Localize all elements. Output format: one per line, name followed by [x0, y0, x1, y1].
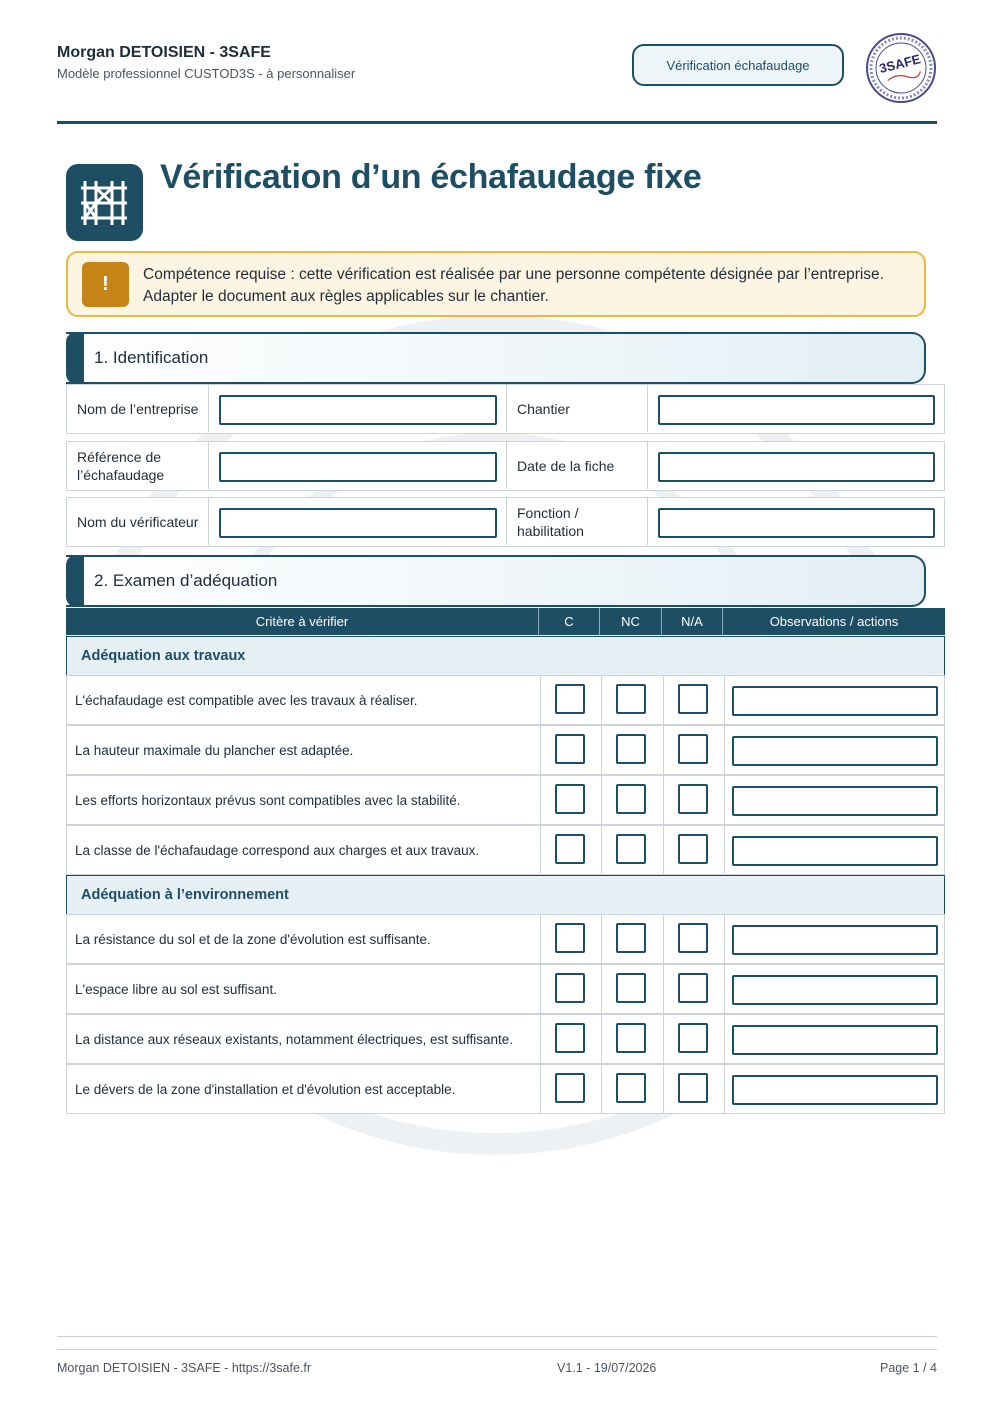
warning-icon: !: [82, 262, 129, 307]
column-header-na: N/A: [662, 608, 723, 635]
checkbox-c[interactable]: [555, 1023, 585, 1053]
column-divider: [540, 1015, 541, 1064]
section-title: 2. Examen d’adéquation: [94, 571, 278, 590]
checklist-row: [66, 725, 945, 775]
alert-text: Compétence requise : cette vérification est réalisée par une personne compétente désignée par l’entreprise. Adapter le document aux règles applicables sur le chantier.: [143, 266, 884, 305]
criterion-text: La classe de l'échafaudage correspond aux charges et aux travaux.: [75, 842, 480, 858]
column-divider: [540, 826, 541, 875]
column-divider: [663, 676, 664, 725]
checklist-row: [66, 1064, 945, 1114]
header-subtitle: Modèle professionnel CUSTOD3S - à personnaliser: [57, 66, 356, 81]
column-divider: [663, 965, 664, 1014]
checklist-row: [66, 964, 945, 1014]
column-divider: [663, 1065, 664, 1114]
checkbox-na[interactable]: [678, 734, 708, 764]
observations-field[interactable]: [732, 925, 938, 955]
checkbox-nc[interactable]: [616, 1023, 646, 1053]
field-label: Chantier: [507, 385, 648, 432]
section-accent-bar: [66, 555, 84, 607]
checkbox-c[interactable]: [555, 784, 585, 814]
column-divider: [601, 676, 602, 725]
column-header-nc: NC: [600, 608, 662, 635]
observations-field[interactable]: [732, 836, 938, 866]
page-header: [57, 42, 937, 122]
column-divider: [663, 915, 664, 964]
checkbox-na[interactable]: [678, 973, 708, 1003]
column-divider: [724, 965, 725, 1014]
column-divider: [540, 726, 541, 775]
svg-text:3SAFE: 3SAFE: [877, 51, 923, 76]
checkbox-c[interactable]: [555, 734, 585, 764]
footer-version: V1.1 - 19/07/2026: [557, 1361, 657, 1375]
criterion-text: La distance aux réseaux existants, notamment électriques, est suffisante.: [75, 1031, 513, 1047]
3safe-seal-logo: [865, 32, 937, 104]
criterion-text: L'échafaudage est compatible avec les travaux à réaliser.: [75, 692, 418, 708]
footer-divider: [57, 1336, 937, 1337]
column-divider: [724, 776, 725, 825]
column-divider: [601, 1065, 602, 1114]
header-divider: [57, 121, 937, 124]
inspector-name-field[interactable]: [219, 508, 497, 538]
scaffold-grid-icon: [66, 164, 143, 241]
observations-field[interactable]: [732, 786, 938, 816]
identification-row: [66, 384, 945, 434]
column-header-observations: Observations / actions: [769, 614, 899, 629]
section-identification-header: [66, 332, 926, 384]
checkbox-na[interactable]: [678, 1023, 708, 1053]
page-title: Vérification d’un échafaudage fixe: [160, 158, 702, 196]
checklist-row: [66, 914, 945, 964]
column-header-c: C: [539, 608, 600, 635]
column-divider: [540, 965, 541, 1014]
column-divider: [601, 826, 602, 875]
column-divider: [724, 915, 725, 964]
field-label: Nom du vérificateur: [67, 498, 209, 545]
observations-field[interactable]: [732, 1025, 938, 1055]
field-label: Fonction / habilitation: [507, 498, 648, 545]
checkbox-c[interactable]: [555, 684, 585, 714]
field-label: Référence de l’échafaudage: [67, 442, 209, 489]
criterion-text: La hauteur maximale du plancher est adaptée.: [75, 742, 354, 758]
group-title: Adéquation aux travaux: [81, 648, 246, 664]
checkbox-c[interactable]: [555, 973, 585, 1003]
checkbox-nc[interactable]: [616, 923, 646, 953]
observations-field[interactable]: [732, 736, 938, 766]
column-divider: [601, 776, 602, 825]
column-divider: [601, 1015, 602, 1064]
footer-divider: [57, 1349, 937, 1350]
checkbox-na[interactable]: [678, 834, 708, 864]
footer-page-number: Page 1 / 4: [880, 1361, 937, 1375]
checkbox-nc[interactable]: [616, 784, 646, 814]
checkbox-na[interactable]: [678, 923, 708, 953]
criterion-text: La résistance du sol et de la zone d'évolution est suffisante.: [75, 931, 431, 947]
competence-alert: [66, 251, 926, 317]
column-divider: [663, 826, 664, 875]
group-header: [66, 875, 945, 915]
column-divider: [663, 726, 664, 775]
column-divider: [540, 1065, 541, 1114]
criterion-text: L'espace libre au sol est suffisant.: [75, 981, 277, 997]
checklist-row: [66, 825, 945, 875]
checkbox-c[interactable]: [555, 834, 585, 864]
identification-row: [66, 497, 945, 547]
column-divider: [663, 776, 664, 825]
column-divider: [724, 676, 725, 725]
column-divider: [540, 676, 541, 725]
section-title: 1. Identification: [94, 348, 209, 367]
group-header: [66, 636, 945, 676]
field-label: Nom de l’entreprise: [67, 385, 209, 432]
column-divider: [540, 776, 541, 825]
checklist-row: [66, 1014, 945, 1064]
checklist-row: [66, 675, 945, 725]
company-name: Morgan DETOISIEN - 3SAFE: [57, 44, 271, 61]
scaffold-reference-field[interactable]: [219, 452, 497, 482]
column-header-criterion: Critère à vérifier: [66, 608, 539, 635]
checkbox-c[interactable]: [555, 923, 585, 953]
checkbox-na[interactable]: [678, 1073, 708, 1103]
checkbox-nc[interactable]: [616, 1073, 646, 1103]
column-divider: [601, 965, 602, 1014]
checkbox-na[interactable]: [678, 684, 708, 714]
section-accent-bar: [66, 332, 84, 384]
checkbox-nc[interactable]: [616, 734, 646, 764]
criterion-text: Le dévers de la zone d'installation et d'évolution est acceptable.: [75, 1081, 456, 1097]
identification-row: [66, 441, 945, 491]
checkbox-nc[interactable]: [616, 834, 646, 864]
column-divider: [601, 915, 602, 964]
field-label: Date de la fiche: [507, 442, 648, 489]
section-adequacy-header: [66, 555, 926, 607]
function-field[interactable]: [658, 508, 935, 538]
column-divider: [724, 1015, 725, 1064]
column-divider: [663, 1015, 664, 1064]
observations-field[interactable]: [732, 975, 938, 1005]
observations-field[interactable]: [732, 686, 938, 716]
worksite-field[interactable]: [658, 395, 935, 425]
checkbox-nc[interactable]: [616, 973, 646, 1003]
column-divider: [724, 726, 725, 775]
checklist-row: [66, 775, 945, 825]
group-title: Adéquation à l’environnement: [81, 887, 289, 903]
checkbox-nc[interactable]: [616, 684, 646, 714]
checkbox-na[interactable]: [678, 784, 708, 814]
document-tag: Vérification échafaudage: [632, 44, 844, 86]
checklist-table-header: [66, 608, 945, 635]
observations-field[interactable]: [732, 1075, 938, 1105]
sheet-date-field[interactable]: [658, 452, 935, 482]
column-divider: [724, 1065, 725, 1114]
company-name-field[interactable]: [219, 395, 497, 425]
column-divider: [724, 826, 725, 875]
column-divider: [601, 726, 602, 775]
criterion-text: Les efforts horizontaux prévus sont compatibles avec la stabilité.: [75, 792, 461, 808]
footer-author: Morgan DETOISIEN - 3SAFE - https://3safe.fr: [57, 1361, 312, 1375]
checkbox-c[interactable]: [555, 1073, 585, 1103]
column-divider: [540, 915, 541, 964]
